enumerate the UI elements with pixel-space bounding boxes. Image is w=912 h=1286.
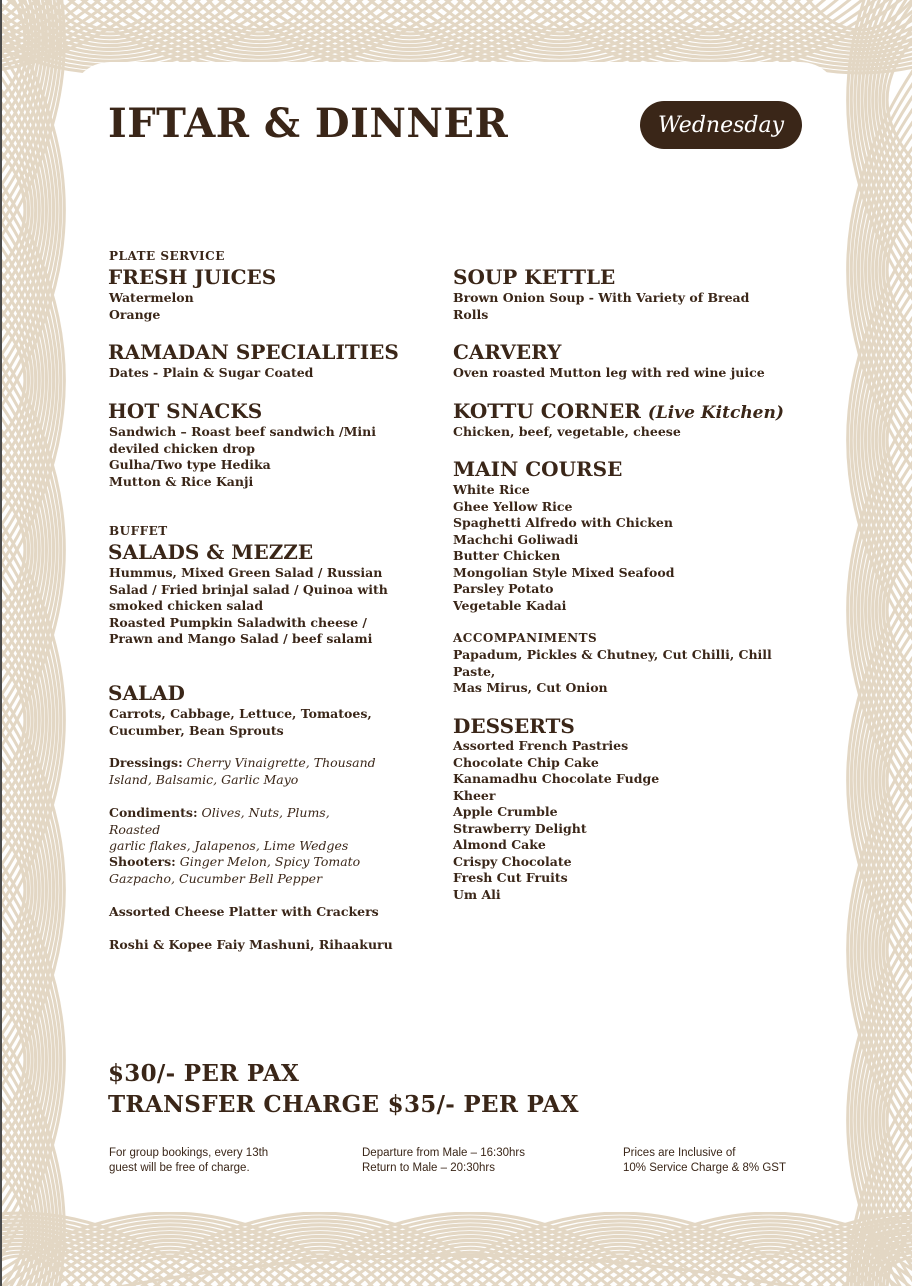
main-course-list-item: Spaghetti Alfredo with Chicken: [453, 515, 673, 530]
kottu-corner-list: [453, 424, 681, 441]
hot-snacks-list: [109, 424, 376, 490]
desserts-title: DESSERTS: [453, 714, 575, 738]
group-booking-note-item: For group bookings, every 13th: [109, 1147, 269, 1159]
soup-kettle-title: SOUP KETTLE: [453, 265, 616, 289]
dressings-text-1: Cherry Vinaigrette, Thousand: [186, 755, 376, 770]
hot-snacks-list-item: deviled chicken drop: [109, 440, 256, 456]
dressings-note: [109, 755, 379, 788]
main-course-title: MAIN COURSE: [453, 457, 623, 481]
salads-mezze-list-item: smoked chicken salad: [109, 598, 264, 613]
salads-mezze-list-item: Prawn and Mango Salad / beef salami: [109, 631, 373, 646]
salad-list-item: Cucumber, Bean Sprouts: [109, 722, 284, 738]
page-edge-line: [0, 0, 2, 1286]
fresh-juices-list: [109, 290, 194, 323]
price-per-pax: $30/- PER PAX: [108, 1060, 300, 1087]
condiments-note: [109, 805, 379, 855]
salad-list: [109, 706, 372, 739]
ramadan-list-item: Dates - Plain & Sugar Coated: [109, 365, 314, 380]
ramadan-list: [109, 365, 313, 382]
shooters-text-1: Ginger Melon, Spicy Tomato: [179, 854, 361, 869]
condiments-text-2: garlic flakes, Jalapenos, Lime Wedges: [109, 838, 349, 853]
salad-title: SALAD: [108, 681, 185, 705]
desserts-list-item: Kanamadhu Chocolate Fudge: [453, 771, 660, 786]
fresh-juices-list-item: Orange: [109, 306, 161, 322]
dressings-label: Dressings:: [109, 755, 183, 770]
desserts-list-item: Assorted French Pastries: [453, 738, 629, 753]
salads-mezze-list-item: Roasted Pumpkin Saladwith cheese /: [109, 614, 367, 630]
kottu-corner-label: KOTTU CORNER: [453, 399, 641, 423]
main-course-list-item: White Rice: [453, 482, 530, 497]
desserts-list-item: Apple Crumble: [453, 804, 558, 819]
shooters-note: [109, 854, 379, 887]
departure-note-item: Departure from Male – 16:30hrs: [362, 1147, 525, 1159]
shooters-text-2: Gazpacho, Cucumber Bell Pepper: [109, 870, 323, 886]
main-course-list-item: Butter Chicken: [453, 548, 561, 563]
desserts-list-item: Fresh Cut Fruits: [453, 870, 568, 885]
salads-mezze-title: SALADS & MEZZE: [108, 540, 314, 564]
main-course-list-item: Vegetable Kadai: [453, 597, 567, 613]
condiments-label: Condiments:: [109, 805, 198, 820]
cheese-platter: Assorted Cheese Platter with Crackers: [109, 904, 379, 919]
carvery-list-item: Oven roasted Mutton leg with red wine juice: [453, 365, 765, 380]
roshi-item: Roshi & Kopee Faiy Mashuni, Rihaakuru: [109, 937, 393, 952]
departure-note-item: Return to Male – 20:30hrs: [362, 1162, 495, 1174]
main-course-list: [453, 482, 674, 614]
fresh-juices-list-item: Watermelon: [109, 290, 194, 305]
hot-snacks-list-item: Sandwich – Roast beef sandwich /Mini: [109, 424, 376, 439]
prices-note-item: 10% Service Charge & 8% GST: [623, 1162, 786, 1174]
desserts-list-item: Almond Cake: [453, 837, 546, 852]
kottu-corner-list-item: Chicken, beef, vegetable, cheese: [453, 424, 681, 439]
soup-kettle-list-item: Rolls: [453, 306, 489, 322]
condiments-text-1: Olives, Nuts, Plums, Roasted: [109, 805, 330, 837]
transfer-charge: TRANSFER CHARGE $35/- PER PAX: [108, 1091, 579, 1118]
kottu-corner-title: [453, 399, 784, 423]
desserts-list-item: Chocolate Chip Cake: [453, 754, 599, 770]
soup-kettle-list-item: Brown Onion Soup - With Variety of Bread: [453, 290, 750, 305]
hot-snacks-list-item: Gulha/Two type Hedika: [109, 457, 271, 472]
shooters-label: Shooters:: [109, 854, 176, 869]
accompaniments-list-item: Paste,: [453, 663, 496, 679]
accompaniments-list: [453, 647, 772, 697]
plate-service-label: PLATE SERVICE: [109, 249, 225, 263]
buffet-label: BUFFET: [109, 524, 168, 538]
carvery-title: CARVERY: [453, 340, 562, 364]
accompaniments-title: ACCOMPANIMENTS: [453, 631, 598, 645]
group-booking-note-item: guest will be free of charge.: [109, 1162, 250, 1174]
hot-snacks-title: HOT SNACKS: [108, 399, 263, 423]
main-course-list-item: Machchi Goliwadi: [453, 531, 579, 547]
desserts-list: [453, 738, 659, 903]
group-booking-note: [109, 1146, 268, 1176]
fresh-juices-title: FRESH JUICES: [108, 265, 277, 289]
departure-note: [362, 1146, 525, 1176]
page-title: IFTAR & DINNER: [108, 100, 509, 147]
desserts-list-item: Strawberry Delight: [453, 820, 587, 836]
main-course-list-item: Ghee Yellow Rice: [453, 498, 573, 514]
carvery-list: [453, 365, 765, 382]
soup-kettle-list: [453, 290, 749, 323]
day-badge: Wednesday: [640, 101, 802, 149]
salads-mezze-list-item: Salad / Fried brinjal salad / Quinoa with: [109, 581, 388, 597]
live-kitchen-label: (Live Kitchen): [647, 403, 784, 423]
accompaniments-list-item: Mas Mirus, Cut Onion: [453, 680, 608, 695]
dressings-text-2: Island, Balsamic, Garlic Mayo: [109, 771, 299, 787]
desserts-list-item: Crispy Chocolate: [453, 853, 572, 869]
desserts-list-item: Kheer: [453, 787, 496, 803]
accompaniments-list-item: Papadum, Pickles & Chutney, Cut Chilli, Chill: [453, 647, 772, 662]
prices-note-item: Prices are Inclusive of: [623, 1147, 736, 1159]
ramadan-title: RAMADAN SPECIALITIES: [108, 340, 399, 364]
salads-mezze-list-item: Hummus, Mixed Green Salad / Russian: [109, 565, 383, 580]
hot-snacks-list-item: Mutton & Rice Kanji: [109, 473, 254, 489]
salads-mezze-list: [109, 565, 388, 648]
prices-note: [623, 1146, 786, 1176]
main-course-list-item: Parsley Potato: [453, 581, 554, 596]
main-course-list-item: Mongolian Style Mixed Seafood: [453, 564, 675, 580]
salad-list-item: Carrots, Cabbage, Lettuce, Tomatoes,: [109, 706, 372, 721]
desserts-list-item: Um Ali: [453, 886, 501, 902]
